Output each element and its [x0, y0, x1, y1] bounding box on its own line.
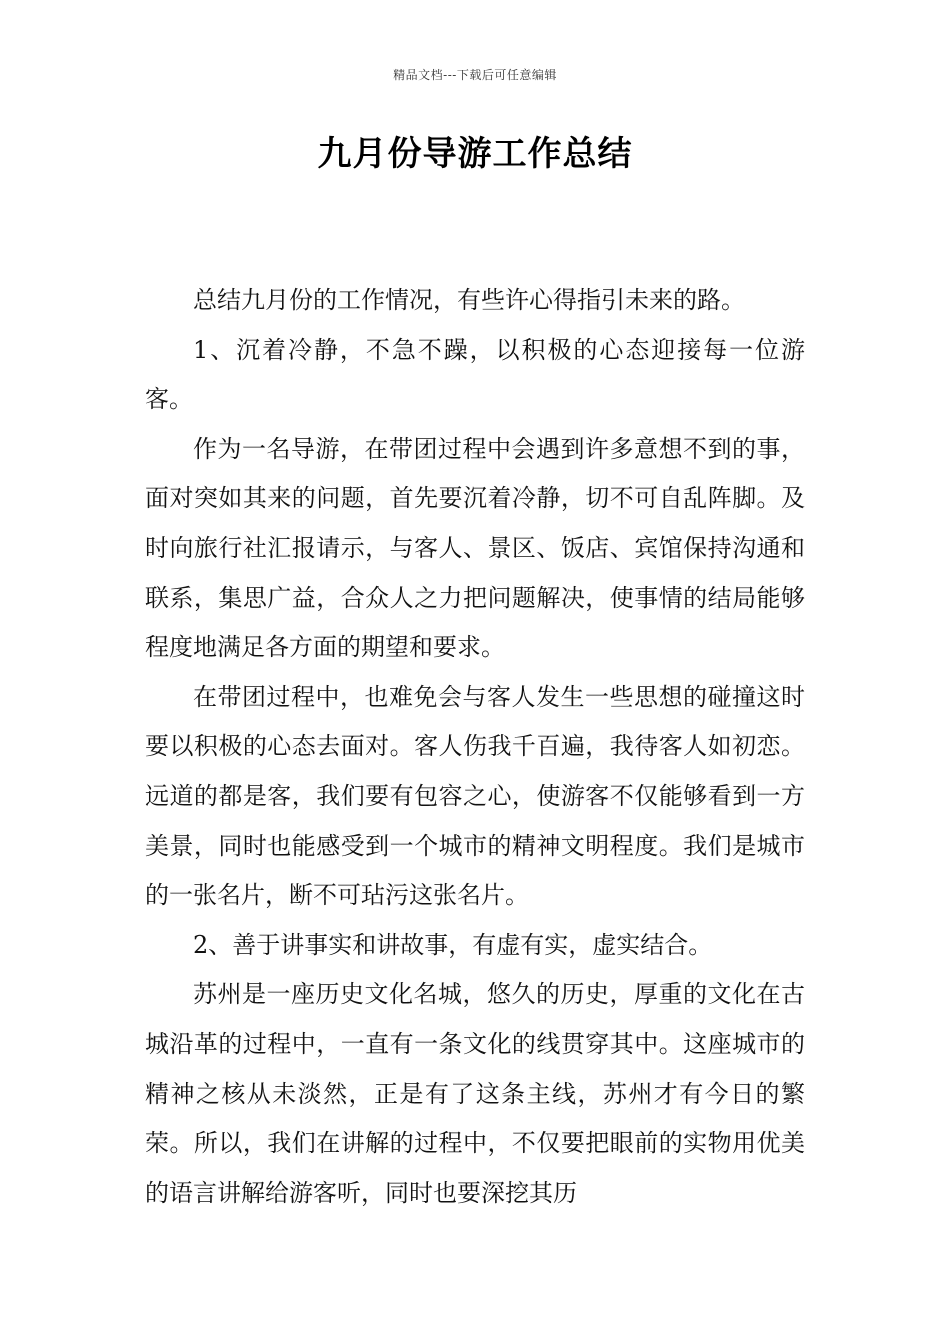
header-note: 精品文档---下载后可任意编辑 [393, 68, 557, 82]
body-paragraph: 作为一名导游，在带团过程中会遇到许多意想不到的事，面对突如其来的问题，首先要沉着冷静，切不可自乱阵脚。及时向旅行社汇报请示，与客人、景区、饭店、宾馆保持沟通和联系，集思广益，合众人之力把问题解决，使事情的结局能够程度地满足各方面的期望和要求。 [145, 434, 805, 662]
document-title: 九月份导游工作总结 [317, 134, 633, 174]
body-paragraph: 在带团过程中，也难免会与客人发生一些思想的碰撞这时要以积极的心态去面对。客人伤我千百遍，我待客人如初恋。远道的都是客，我们要有包容之心，使游客不仅能够看到一方美景，同时也能感受到一个城市的精神文明程度。我们是城市的一张名片，断不可玷污这张名片。 [145, 682, 805, 910]
body-paragraph: 苏州是一座历史文化名城，悠久的历史，厚重的文化在古城沿革的过程中，一直有一条文化的线贯穿其中。这座城市的精神之核从未淡然，正是有了这条主线，苏州才有今日的繁荣。所以，我们在讲解的过程中，不仅要把眼前的实物用优美的语言讲解给游客听，同时也要深挖其历 [145, 980, 805, 1207]
body-paragraph: 总结九月份的工作情况，有些许心得指引未来的路。 [193, 286, 745, 314]
document-body [145, 276, 805, 1218]
body-paragraph: 2、善于讲事实和讲故事，有虚有实，虚实结合。 [193, 930, 713, 959]
body-paragraph: 1、沉着冷静，不急不躁，以积极的心态迎接每一位游客。 [145, 335, 805, 414]
